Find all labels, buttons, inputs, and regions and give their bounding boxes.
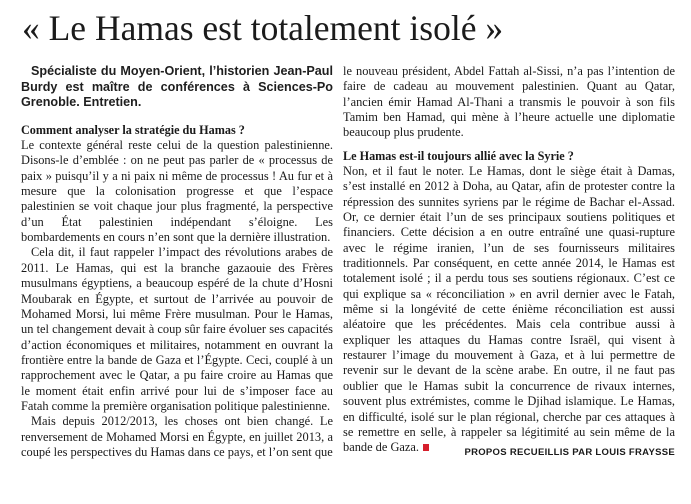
article-title: « Le Hamas est totalement isolé » xyxy=(22,8,504,48)
answer-paragraph-2: Cela dit, il faut rappeler l’impact des révolutions arabes de 2011. Le Hamas, qui est la branche gazaouie des Frères musulmans égyptiens, a beaucoup espéré de la chute d’Hosni Moubarak en Égypte, et surtout de l’arrivée au pouvoir de Mohamed Morsi, lui même Frère musulman. Pour le Hamas, un tel changement devait à coup sûr faire évoluer ses capacités d’action économiques et militaires, notamment en ouvrant la frontière entre la bande de Gaza et l’Égypte. Ceci, couplé à un rapprochement avec le Qatar, a pu faire croire au Hamas que le moment était enfin arrivé pour lui de s’imposer face au Fatah comme la première organisation politique palestinienne. xyxy=(21,245,333,413)
right-column xyxy=(343,64,675,456)
answer-paragraph-1: Le contexte général reste celui de la question palestinienne. Disons-le d’emblée : on ne peut pas parler de « processus de paix » puisqu’il y a ni paix ni même de processus ! Au fur et à mesure que la colonisation progresse et que l’espace palestinien se voit chaque jour plus fragmenté, la perspective d’un État palestinien indépendant s’éloigne. Les bombardements en cours n’en sont que la dernière illustration. xyxy=(21,138,333,245)
end-mark-icon xyxy=(423,444,429,451)
article-lead: Spécialiste du Moyen-Orient, l’historien Jean-Paul Burdy est maître de conférences à Sciences-Po Grenoble. Entretien. xyxy=(21,64,333,110)
author-credit: PROPOS RECUEILLIS PAR LOUIS FRAYSSE xyxy=(464,447,675,458)
question-syria: Le Hamas est-il toujours allié avec la Syrie ? xyxy=(343,148,574,163)
paragraph-gap xyxy=(343,141,675,149)
answer-paragraph-5 xyxy=(343,164,675,456)
answer-paragraph-4: le nouveau président, Abdel Fattah al-Sissi, n’a pas l’intention de faire de cadeau au mouvement palestinien. Quant au Qatar, l’ancien émir Hamad Al-Thani a transmis le pouvoir à son fils Tamim ben Hamad, qui mène à l’heure actuelle une diplomatie beaucoup plus prudente. xyxy=(343,64,675,140)
answer-paragraph-5-text: Non, et il faut le noter. Le Hamas, dont le siège était à Damas, s’est installé en 2012 à Doha, au Qatar, afin de protester contre la répression des sunnites syriens par le régime de Bachar el-Assad. Or, ce dernier était l’un de ses principaux soutiens politiques et financiers. Cette décision a en outre entraîné une quasi-rupture avec le régime iranien, l’un de ses fournisseurs militaires traditionnels. Par conséquent, en cette année 2014, le Hamas est totalement isolé ; il a perdu tous ses soutiens régionaux. C’est ce qui explique sa « réconciliation » en avril dernier avec le Fatah, même si la longévité de cette énième réconciliation est aussi aléatoire que les précédentes. Mais cela contribue aussi à expliquer les attaques du Hamas contre Israël, qui visent à restaurer l’image du mouvement à Gaza, et à lui permettre de revenir sur le devant de la scène arabe. En outre, il ne faut pas oublier que le Hamas subit la concurrence de rivaux internes, souvent plus extrémistes, comme le Djihad islamique. Le Hamas, en difficulté, isolé sur le plan régional, cherche par ces attaques à se remettre en selle, à rappeler sa légitimité au sein même de la bande de Gaza. xyxy=(343,164,675,455)
question-strategy: Comment analyser la stratégie du Hamas ? xyxy=(21,122,245,137)
left-column xyxy=(21,64,333,460)
answer-paragraph-3: Mais depuis 2012/2013, les choses ont bien changé. Le renversement de Mohamed Morsi en Égypte, en juillet 2013, a coupé les perspectives du Hamas dans ce pays, et l’on sent que xyxy=(21,414,333,459)
